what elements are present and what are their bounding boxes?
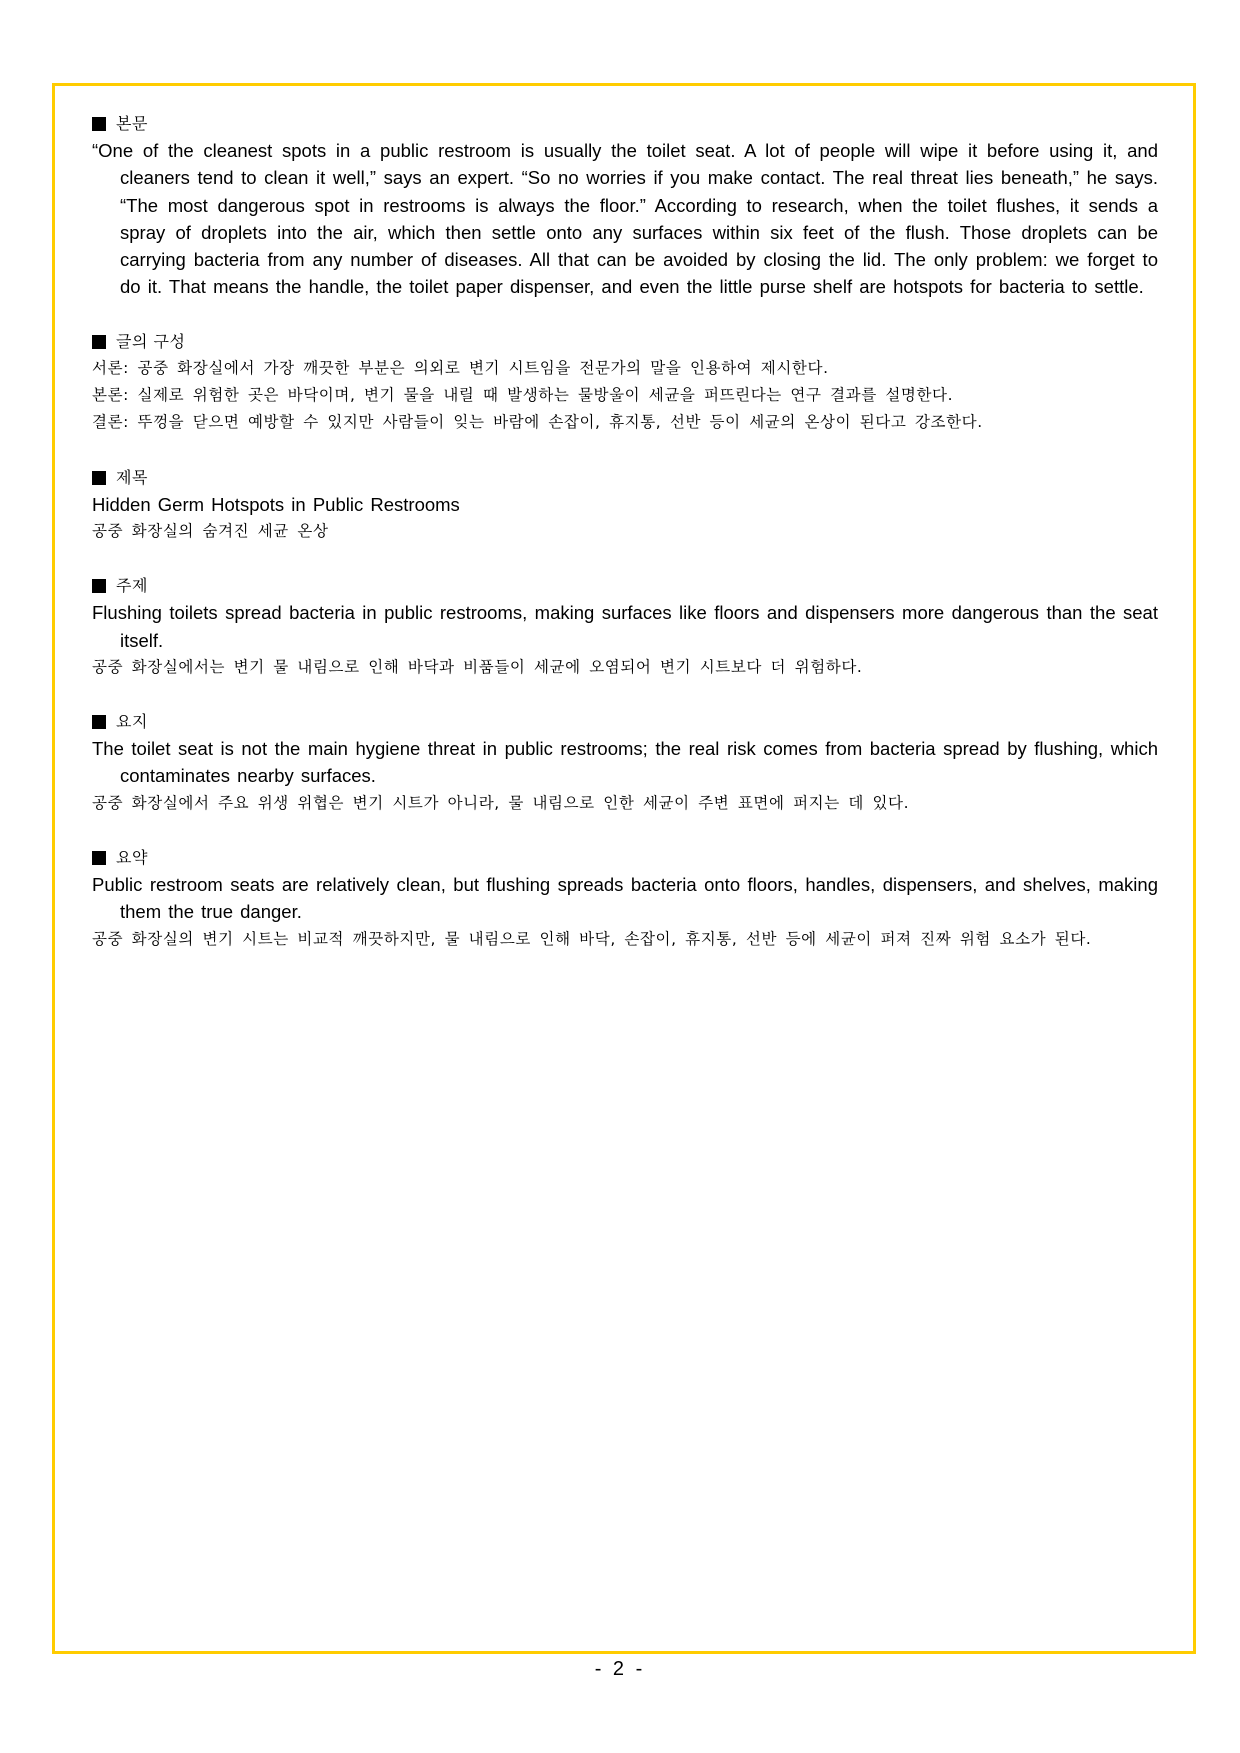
section-structure bbox=[92, 328, 1158, 437]
section-body-text bbox=[92, 110, 1158, 301]
section-heading bbox=[92, 844, 1158, 871]
section-topic bbox=[92, 572, 1158, 681]
document-content bbox=[92, 110, 1158, 980]
black-square-bullet-icon bbox=[92, 579, 106, 593]
section-title bbox=[92, 464, 1158, 546]
section-heading bbox=[92, 572, 1158, 599]
structure-conclusion-line: 결론: 뚜껑을 닫으면 예방할 수 있지만 사람들이 잊는 바람에 손잡이, 휴지통, 선반 등이 세균의 온상이 된다고 강조한다. bbox=[92, 413, 983, 432]
structure-body-line: 본론: 실제로 위험한 곳은 바닥이며, 변기 물을 내릴 때 발생하는 물방울이 세균을 퍼뜨린다는 연구 결과를 설명한다. bbox=[92, 386, 954, 405]
summary-korean: 공중 화장실의 변기 시트는 비교적 깨끗하지만, 물 내림으로 인해 바닥, 손잡이, 휴지통, 선반 등에 세균이 퍼져 진짜 위험 요소가 된다. bbox=[92, 929, 1092, 948]
section-heading bbox=[92, 708, 1158, 735]
section-heading bbox=[92, 328, 1158, 355]
black-square-bullet-icon bbox=[92, 715, 106, 729]
heading-label: 본문 bbox=[116, 114, 148, 133]
structure-intro-line: 서론: 공중 화장실에서 가장 깨끗한 부분은 의외로 변기 시트임을 전문가의 말을 인용하여 제시한다. bbox=[92, 358, 829, 377]
heading-label: 글의 구성 bbox=[116, 331, 186, 351]
black-square-bullet-icon bbox=[92, 335, 106, 349]
heading-label: 주제 bbox=[116, 576, 148, 596]
section-summary bbox=[92, 844, 1158, 953]
body-paragraph: “One of the cleanest spots in a public restroom is usually the toilet seat. A lot of people will wipe it before using it, and cleaners tend to clean it well,” says an expert. “So no worries if you make contact. The real threat lies beneath,” he says. “The most dangerous spot in restrooms is always the floor.” According to research, when the toilet flushes, it sends a spray of droplets into the air, which then settle onto any surfaces within six feet of the flush. Those droplets can be carrying bacteria from any number of diseases. All that can be avoided by closing the lid. The only problem: we forget to do it. That means the handle, the toilet paper dispenser, and even the little purse shelf are hotspots for bacteria to settle. bbox=[92, 140, 1158, 298]
topic-korean: 공중 화장실에서는 변기 물 내림으로 인해 바닥과 비품들이 세균에 오염되어 변기 시트보다 더 위험하다. bbox=[92, 657, 863, 676]
gist-english: The toilet seat is not the main hygiene threat in public restrooms; the real risk comes from bacteria spread by flushing, which contaminates nearby surfaces. bbox=[92, 738, 1158, 787]
heading-label: 요지 bbox=[116, 712, 148, 732]
page-number: - 2 - bbox=[594, 1658, 646, 1680]
topic-english: Flushing toilets spread bacteria in public restrooms, making surfaces like floors and dispensers more dangerous than the seat itself. bbox=[92, 602, 1158, 651]
title-english: Hidden Germ Hotspots in Public Restrooms bbox=[92, 493, 460, 515]
heading-label: 요약 bbox=[116, 848, 148, 868]
black-square-bullet-icon bbox=[92, 117, 106, 131]
black-square-bullet-icon bbox=[92, 471, 106, 485]
black-square-bullet-icon bbox=[92, 851, 106, 865]
section-heading bbox=[92, 110, 1158, 137]
summary-english: Public restroom seats are relatively clean, but flushing spreads bacteria onto floors, handles, dispensers, and shelves, making them the true danger. bbox=[92, 874, 1158, 923]
section-gist bbox=[92, 708, 1158, 817]
heading-label: 제목 bbox=[116, 467, 148, 487]
gist-korean: 공중 화장실에서 주요 위생 위협은 변기 시트가 아니라, 물 내림으로 인한 세균이 주변 표면에 퍼지는 데 있다. bbox=[92, 793, 910, 812]
title-korean: 공중 화장실의 숨겨진 세균 온상 bbox=[92, 521, 329, 540]
section-heading bbox=[92, 464, 1158, 491]
